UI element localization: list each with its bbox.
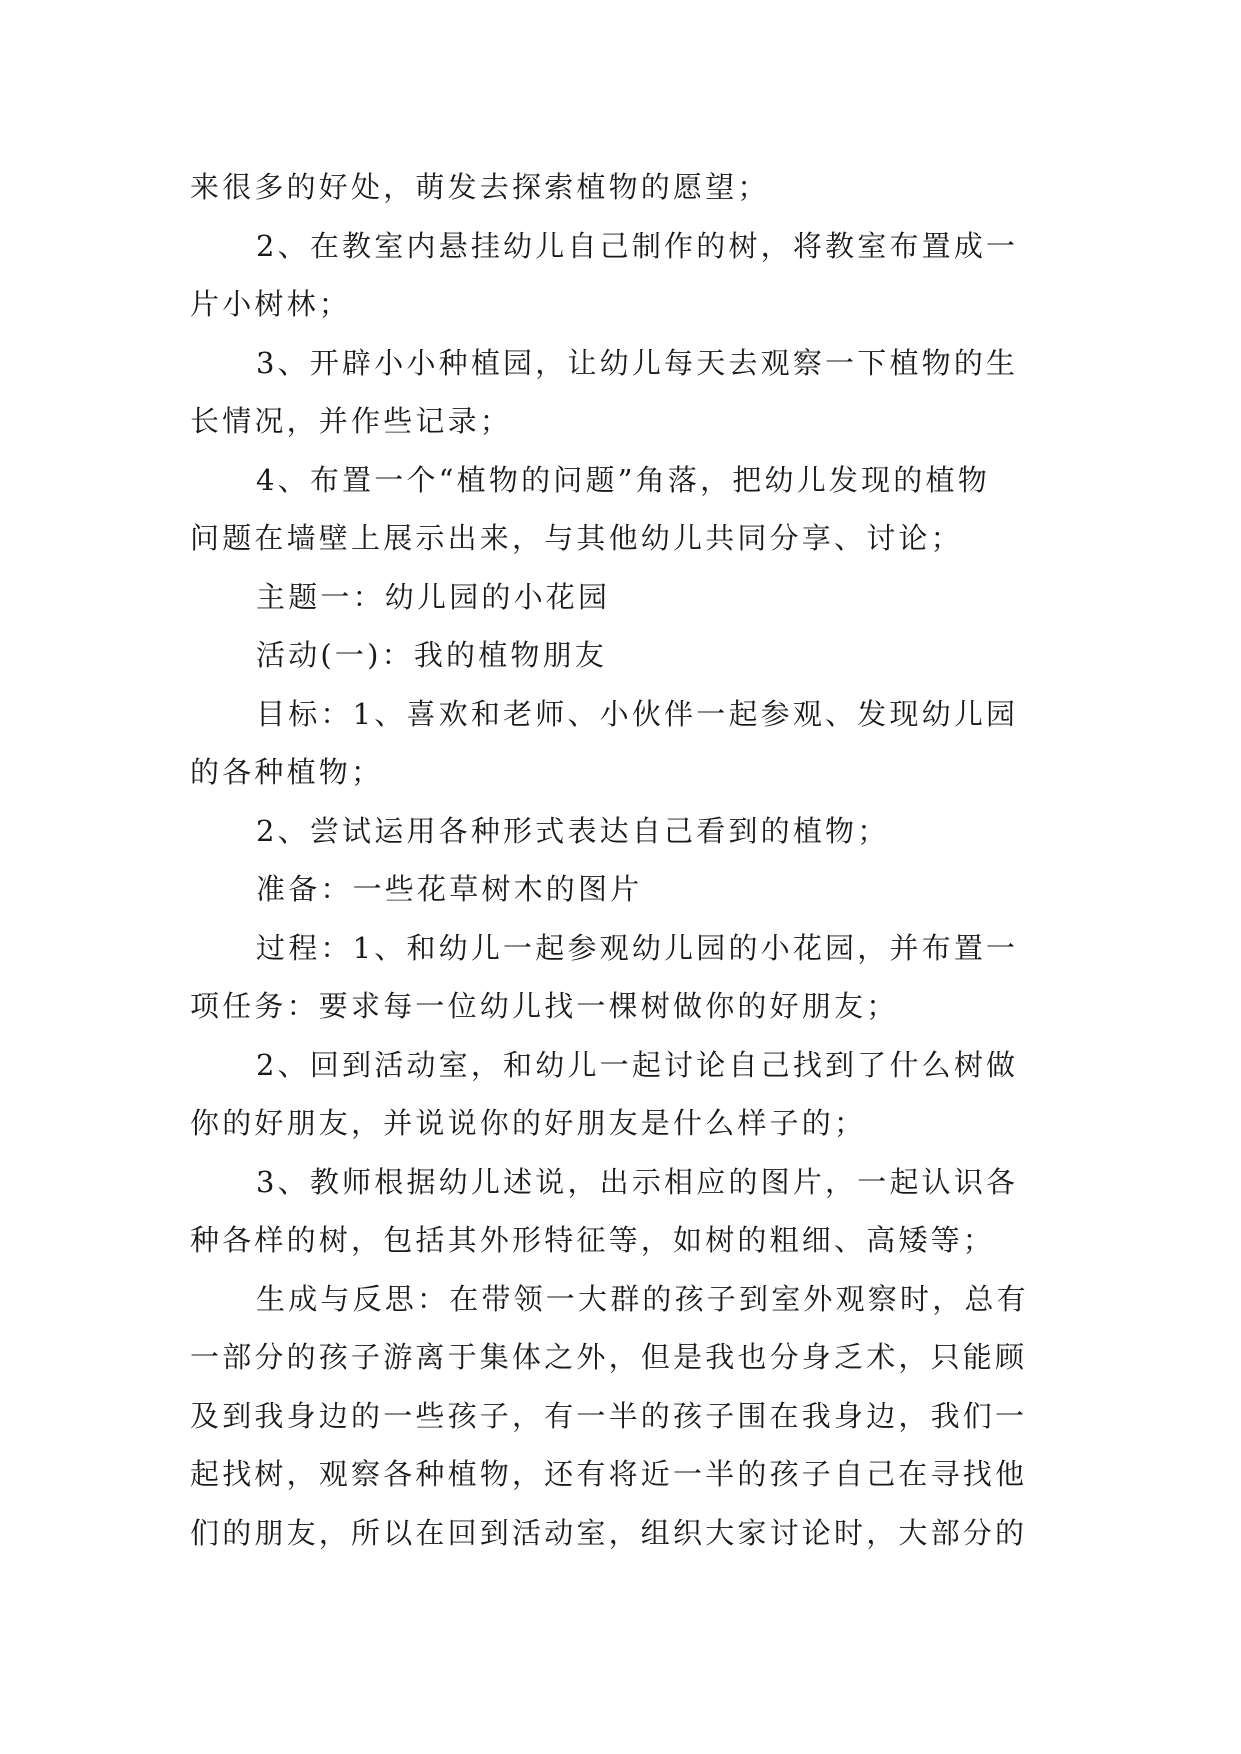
document-body (190, 158, 1052, 1562)
text-line: 项任务：要求每一位幼儿找一棵树做你的好朋友； (190, 989, 899, 1023)
text-line: 问题在墙壁上展示出来，与其他幼儿共同分享、讨论； (190, 521, 963, 555)
text-line: 们的朋友，所以在回到活动室，组织大家讨论时，大部分的 (190, 1515, 1028, 1550)
text-line: 2、尝试运用各种形式表达自己看到的植物； (256, 813, 890, 848)
text-line: 生成与反思：在带领一大群的孩子到室外观察时，总有 (256, 1281, 1029, 1316)
text-line: 准备：一些花草树木的图片 (256, 872, 643, 906)
text-line: 片小树林； (190, 287, 352, 321)
text-line: 2、回到活动室，和幼儿一起讨论自己找到了什么树做 (256, 1047, 1019, 1082)
text-line: 你的好朋友，并说说你的好朋友是什么样子的； (190, 1106, 867, 1140)
text-line: 3、开辟小小种植园，让幼儿每天去观察一下植物的生 (256, 345, 1019, 380)
text-line: 过程：1、和幼儿一起参观幼儿园的小花园，并布置一 (256, 930, 1019, 965)
text-line: 长情况，并作些记录； (190, 404, 513, 438)
text-line: 主题一：幼儿园的小花园 (256, 579, 611, 614)
text-line: 及到我身边的一些孩子，有一半的孩子围在我身边，我们一 (190, 1398, 1028, 1433)
text-line: 活动(一)：我的植物朋友 (256, 638, 608, 672)
text-line: 4、布置一个“植物的问题”角落，把幼儿发现的植物 (256, 462, 990, 497)
text-line: 2、在教室内悬挂幼儿自己制作的树，将教室布置成一 (256, 228, 1019, 263)
text-line: 目标：1、喜欢和老师、小伙伴一起参观、发现幼儿园 (256, 696, 1019, 731)
text-line: 一部分的孩子游离于集体之外，但是我也分身乏术，只能顾 (190, 1340, 1028, 1374)
text-line: 3、教师根据幼儿述说，出示相应的图片，一起认识各 (256, 1164, 1019, 1199)
text-line: 起找树，观察各种植物，还有将近一半的孩子自己在寻找他 (190, 1457, 1028, 1491)
text-line: 种各样的树，包括其外形特征等，如树的粗细、高矮等； (190, 1223, 996, 1257)
text-line: 来很多的好处，萌发去探索植物的愿望； (190, 170, 770, 204)
text-line: 的各种植物； (190, 755, 384, 789)
